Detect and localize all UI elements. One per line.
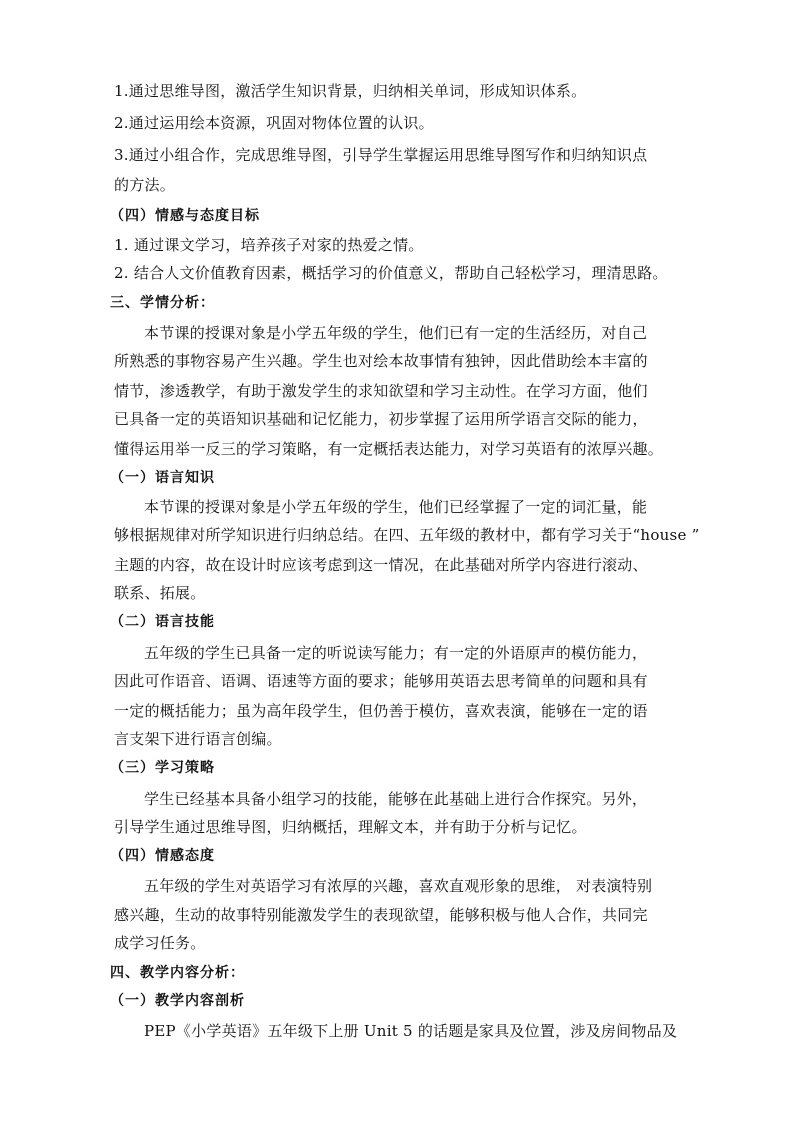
paragraph-line: 所熟悉的事物容易产生兴趣。学生也对绘本故事情有独钟，因此借助绘本丰富的 (114, 352, 648, 370)
paragraph-line: 感兴趣，生动的故事特别能激发学生的表现欲望，能够积极与他人合作，共同完 (114, 906, 648, 924)
paragraph-line: 1. 通过课文学习，培养孩子对家的热爱之情。 (114, 236, 424, 254)
section-heading: （四）情感与态度目标 (110, 208, 260, 224)
paragraph-line: 五年级的学生已具备一定的听说读写能力；有一定的外语原声的模仿能力， (144, 644, 648, 662)
paragraph-line: 够根据规律对所学知识进行归纳总结。在四、五年级的教材中，都有学习关于“house ” (114, 526, 700, 544)
paragraph-line: 懂得运用举一反三的学习策略，有一定概括表达能力，对学习英语有的浓厚兴趣。 (114, 440, 664, 458)
paragraph-line: 五年级的学生对英语学习有浓厚的兴趣，喜欢直观形象的思维， 对表演特别 (144, 877, 653, 895)
paragraph-line: 联系、拓展。 (114, 584, 206, 602)
paragraph-line: 一定的概括能力；虽为高年段学生，但仍善于模仿，喜欢表演，能够在一定的语 (114, 702, 648, 720)
paragraph-line: 2.通过运用绘本资源，巩固对物体位置的认识。 (114, 114, 434, 132)
section-heading: （四）情感态度 (110, 848, 215, 864)
paragraph-line: 2. 结合人文价值教育因素，概括学习的价值意义，帮助自己轻松学习，理清思路。 (114, 264, 668, 282)
paragraph-line: 本节课的授课对象是小学五年级的学生，他们已经掌握了一定的词汇量，能 (144, 498, 648, 516)
section-heading: （一）教学内容剖析 (110, 993, 245, 1009)
section-heading: （三）学习策略 (110, 760, 215, 776)
paragraph-line: 的方法。 (114, 176, 176, 194)
section-heading: 四、教学内容分析： (110, 965, 245, 981)
paragraph-line: 情节，渗透教学，有助于激发学生的求知欲望和学习主动性。在学习方面，他们 (114, 382, 648, 400)
paragraph-line: 主题的内容，故在设计时应该考虑到这一情况，在此基础对所学内容进行滚动、 (114, 556, 648, 574)
paragraph-line: 学生已经基本具备小组学习的技能，能够在此基础上进行合作探究。另外， (144, 790, 648, 808)
paragraph-line: 成学习任务。 (114, 934, 206, 952)
paragraph-line: 言支架下进行语言创编。 (114, 730, 282, 748)
paragraph-line: PEP《小学英语》五年级下上册 Unit 5 的话题是家具及位置，涉及房间物品及 (144, 1022, 678, 1040)
section-heading: （一）语言知识 (110, 470, 215, 486)
paragraph-line: 1.通过思维导图，激活学生知识背景，归纳相关单词，形成知识体系。 (114, 82, 587, 100)
paragraph-line: 已具备一定的英语知识基础和记忆能力，初步掌握了运用所学语言交际的能力， (114, 410, 648, 428)
section-heading: （二）语言技能 (110, 614, 215, 630)
paragraph-line: 因此可作语音、语调、语速等方面的要求；能够用英语去思考简单的问题和具有 (114, 672, 648, 690)
paragraph-line: 引导学生通过思维导图，归纳概括，理解文本，并有助于分析与记忆。 (114, 818, 587, 836)
section-heading: 三、学情分析： (110, 295, 215, 311)
paragraph-line: 本节课的授课对象是小学五年级的学生，他们已有一定的生活经历，对自己 (144, 324, 648, 342)
paragraph-line: 3.通过小组合作，完成思维导图，引导学生掌握运用思维导图写作和归纳知识点 (114, 146, 648, 164)
